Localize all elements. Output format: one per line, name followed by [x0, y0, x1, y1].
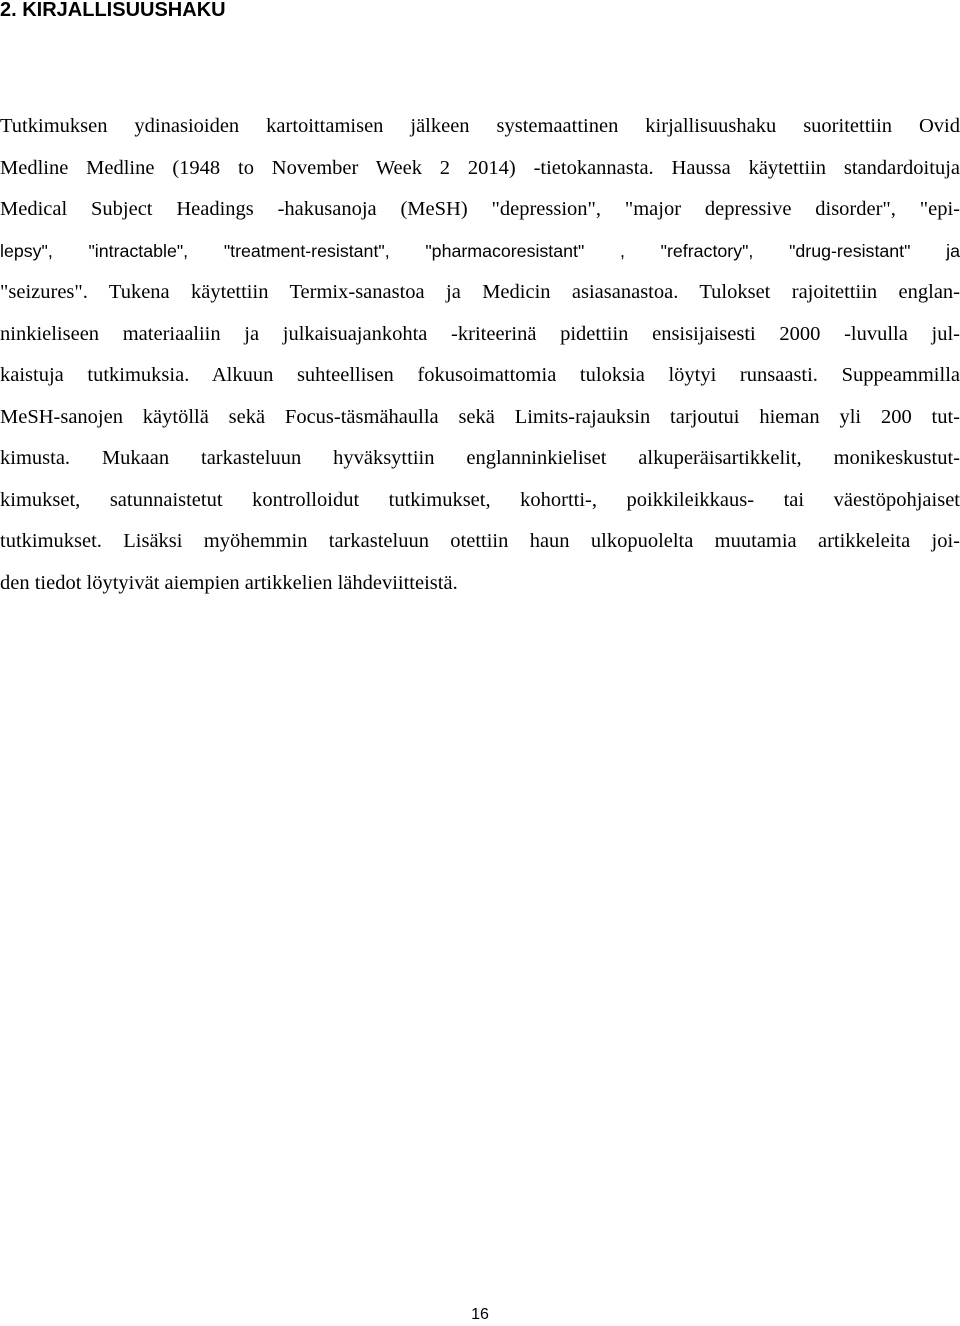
paragraph-line: kimusta. Mukaan tarkasteluun hyväksyttiin englanninkieliset alkuperäisartikkelit, monikeskustut- [0, 447, 960, 469]
paragraph-line: kaistuja tutkimuksia. Alkuun suhteellisen fokusoimattomia tuloksia löytyi runsaasti. Suppeammilla [0, 364, 960, 386]
paragraph-line: lepsy", "intractable", "treatment-resistant", "pharmacoresistant" , "refractory", "drug-resistant" ja [0, 240, 960, 261]
paragraph-line: Tutkimuksen ydinasioiden kartoittamisen jälkeen systemaattinen kirjallisuushaku suoritettiin Ovid [0, 115, 960, 137]
paragraph-line: ninkieliseen materiaaliin ja julkaisuajankohta -kriteerinä pidettiin ensisijaisesti 2000 -luvulla jul- [0, 322, 960, 345]
paragraph-line: den tiedot löytyivät aiempien artikkelien lähdeviitteistä. [0, 571, 458, 594]
paragraph-line: Medical Subject Headings -hakusanoja (MeSH) "depression", "major depressive disorder", "epi- [0, 198, 960, 220]
paragraph-line: tutkimukset. Lisäksi myöhemmin tarkasteluun otettiin haun ulkopuolelta muutamia artikkeleita joi- [0, 530, 960, 552]
page-number: 16 [471, 1306, 489, 1323]
paragraph-line: "seizures". Tukena käytettiin Termix-sanastoa ja Medicin asiasanastoa. Tulokset rajoitettiin englan- [0, 281, 960, 303]
paragraph-line: kimukset, satunnaistetut kontrolloidut tutkimukset, kohortti-, poikkileikkaus- tai väestöpohjaiset [0, 488, 960, 511]
body-paragraph [0, 106, 960, 604]
section-heading: 2. KIRJALLISUUSHAKU [0, 0, 226, 21]
paragraph-line: Medline Medline (1948 to November Week 2 2014) -tietokannasta. Haussa käytettiin standardoituja [0, 156, 960, 179]
paragraph-line: MeSH-sanojen käytöllä sekä Focus-täsmähaulla sekä Limits-rajauksin tarjoutui hieman yli 200 tut- [0, 405, 960, 428]
